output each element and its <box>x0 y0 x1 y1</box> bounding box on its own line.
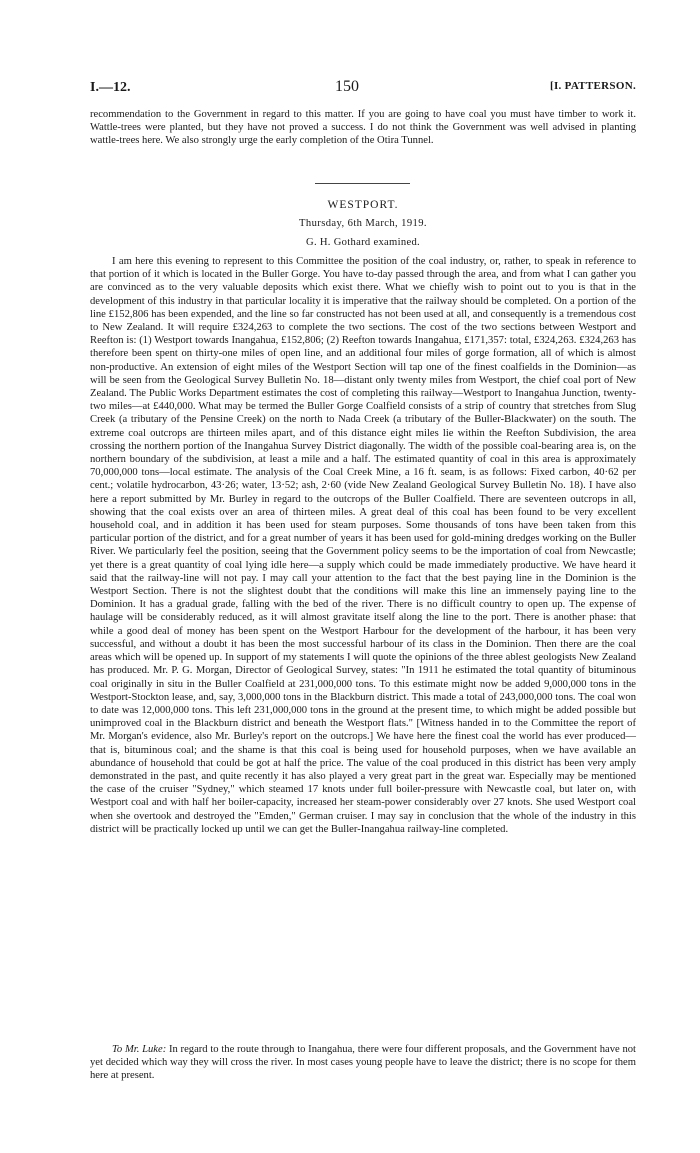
page-header <box>90 80 636 100</box>
page-number: 150 <box>335 78 359 95</box>
questioner-lead: To Mr. Luke: <box>112 1044 167 1055</box>
witness-heading: G. H. Gothard examined. <box>306 237 420 248</box>
witness-tag: [I. PATTERSON. <box>550 80 636 92</box>
hearing-date: Thursday, 6th March, 1919. <box>299 218 427 229</box>
question-paragraph <box>90 1043 636 1083</box>
section-title: WESTPORT. <box>327 199 399 211</box>
testimony-paragraph: I am here this evening to represent to this Committee the position of the coal industry, or, rather, to speak in reference to that portion of it which is located in the Buller Gorge. You have to-day passed through the area, and from what I can gather you are convinced as to the very valuable deposits which exist there. What we chiefly wish to point out to you is that in the development of this industry in that particular locality it is imperative that the railway should be completed. On a portion of the line £152,806 has been expended, and the line so far constructed has not been used at all, and consequently is a tremendous cost to New Zealand. It will require £324,263 to complete the two sections. The cost of the two sections between Westport and Reefton is: (1) Westport towards Inangahua, £152,806; (2) Reefton towards Inangahua, £171,357: total, £324,263. £324,263 has therefore been spent on thirty-one miles of open line, and an additional four miles of gorge formation, all of which is almost non-productive. An extension of eight miles of the Westport Section will tap one of the finest coalfields in the Dominion—as will be seen from the Geological Survey Bulletin No. 18—distant only twenty miles from Westport, the chief coal port of New Zealand. The Public Works Department estimates the cost of completing this railway—Westport to Inangahua Junction, twenty-two miles—at £440,000. What may be termed the Buller Gorge Coalfield consists of a strip of country that stretches from Slug Creek (a tributary of the Pensine Creek) on the north to Nada Creek (a tributary of the Buller-Blackwater) on the south. The extreme coal outcrops are thirteen miles apart, and of this distance eight miles lie within the Reefton Subdivision, the area crossing the northern portion of the Inangahua Survey District diagonally. The width of the possible coal-bearing area is, on the northern boundary of the subdivision, at least a mile and a half. The estimated quantity of coal in this area is approximately 70,000,000 tons—local estimate. The analysis of the Coal Creek Mine, a 16 ft. seam, is as follows: Fixed carbon, 40·62 per cent.; volatile hydrocarbon, 43·26; water, 13·52; ash, 2·60 (vide New Zealand Geological Survey Bulletin No. 18). I have also here a report submitted by Mr. Burley in regard to the outcrops of the Buller Coalfield. There are seventeen outcrops in all, showing that the coal exists over an area of thirteen miles. A great deal of this coal has been found to be very excellent household coal, and in addition it has been used for steam purposes. Some thousands of tons have been taken from this particular portion of the district, and for a great number of years it has been used for gold-mining dredges working on the Buller River. We particularly feel the position, seeing that the Government policy seems to be the importation of coal from Newcastle; yet there is a great quantity of coal lying idle here—a supply which could be made immediately productive. We have heard it said that the railway-line will not pay. I may call your attention to the fact that the best paying line in the Dominion is the Westport Section. There is not the slightest doubt that the conditions will make this line an immensely paying line to the Dominion. It has a gradual grade, falling with the bed of the river. There is no difficult country to open up. The expense of haulage will be considerably reduced, as it will almost gravitate itself along the line to the port. There is another phase: that while a good deal of money has been spent on the Westport Harbour for the development of the harbour, it has been very successful, and without a doubt it has been the most successful harbour of its class in the Dominion. Then there are the coal areas which will be opened up. In support of my statements I will quote the opinions of the three ablest geologists New Zealand has produced. Mr. P. G. Morgan, Director of Geological Survey, states: "In 1911 he estimated the total quantity of bituminous coal originally in situ in the Buller Coalfield at 231,000,000 tons. To this estimate might now be added 9,000,000 tons in the Westport-Stockton lease, and, say, 3,000,000 tons in the Blackburn district. This made a total of 243,000,000 tons. The coal won to date was 12,000,000 tons. This left 231,000,000 tons in the ground at the present time, to which might be added possible but unimproved coal in the Blackburn district and beneath the Westport flats." [Witness handed in to the Committee the report of Mr. Morgan's evidence, also Mr. Burley's report on the outcrops.] We have here the finest coal the world has ever produced—that is, bituminous coal; and the shame is that this coal is being used for household purposes, when we have available an abundance of household that could be got at half the price. The value of the coal produced in this district has been very amply demonstrated in the past, and quite recently it has also played a very great part in the great war. Especially may be mentioned the case of the cruiser "Sydney," which steamed 17 knots under full boiler-pressure with Newcastle coal, but later on, with Westport coal and with half her boiler-capacity, increased her steam-power considerably over 27 knots. She used Westport coal when she overtook and destroyed the "Emden," German cruiser. I may say in conclusion that the whole of the industry in this district will be practically locked up until we can get the Buller-Inangahua railway-line completed. <box>90 256 636 835</box>
intro-paragraph: recommendation to the Government in regard to this matter. If you are going to have coal you must have timber to work it. Wattle-trees were planted, but they have not proved a success. I do not think the Government was well advised in planting wattle-trees here. We also strongly urge the early completion of the Otira Tunnel. <box>90 109 636 147</box>
page-reference: I.—12. <box>90 80 131 95</box>
answer-text: In regard to the route through to Inangahua, there were four different proposals, and the Government have not yet decided which way they will cross the river. In most cases young people have to leave the district; there is no scope for them here at present. <box>90 1044 637 1082</box>
section-divider <box>315 183 410 184</box>
